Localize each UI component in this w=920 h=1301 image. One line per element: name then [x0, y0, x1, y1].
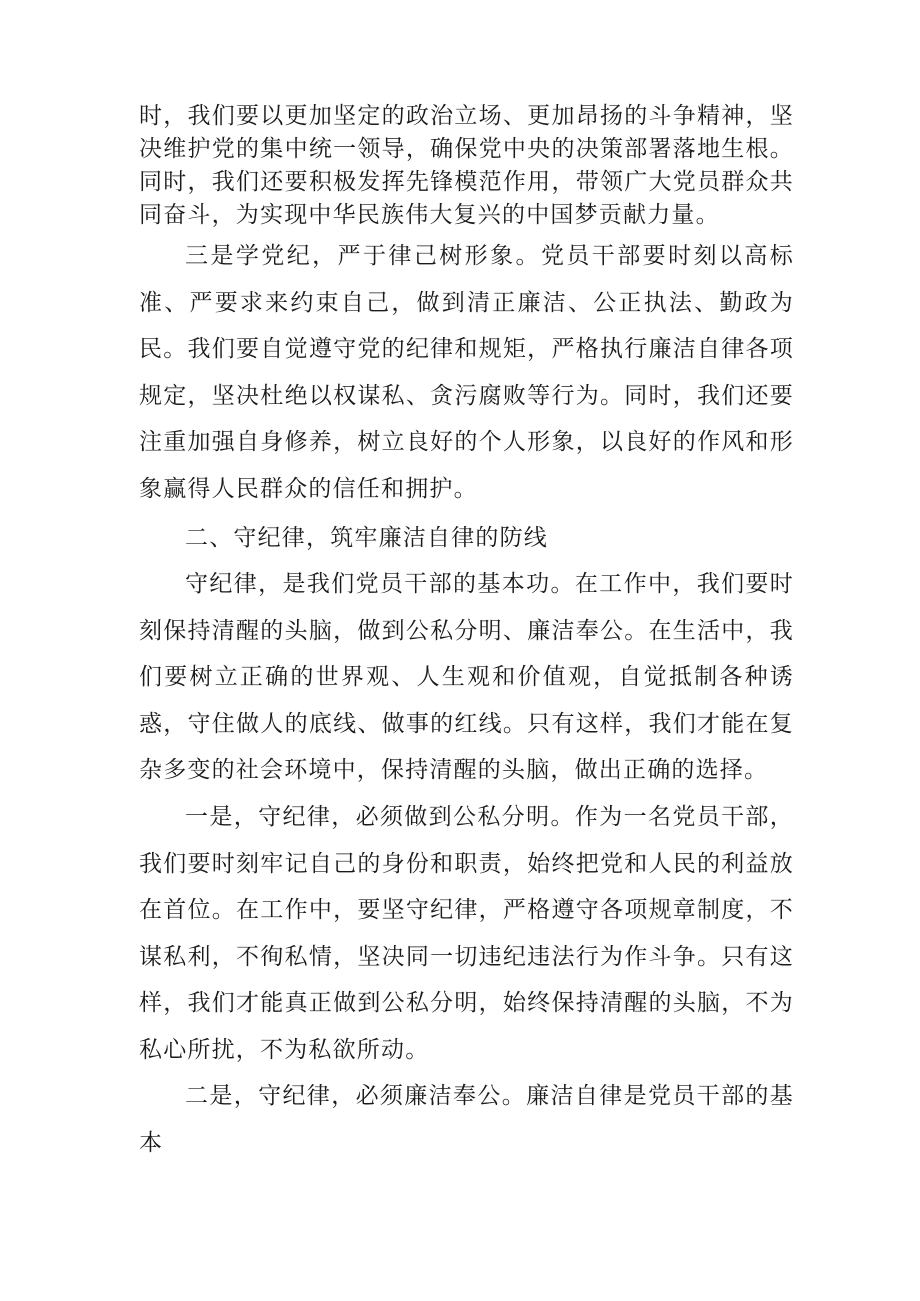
- section-heading-two: 二、守纪律，筑牢廉洁自律的防线: [185, 525, 548, 551]
- paragraph-discipline-intro: 守纪律，是我们党员干部的基本功。在工作中，我们要时刻保持清醒的头脑，做到公私分明、廉洁奉公。在生活中，我们要树立正确的世界观、人生观和价值观，自觉抵制各种诱惑，守住做人的底线、做事的红线。只有这样，我们才能在复杂多变的社会环境中，保持清醒的头脑，做出正确的选择。: [139, 571, 794, 783]
- paragraph-point-one: 一是，守纪律，必须做到公私分明。作为一名党员干部，我们要时刻牢记自己的身份和职责，始终把党和人民的利益放在首位。在工作中，要坚守纪律，严格遵守各项规章制度，不谋私利，不徇私情，坚决同一切违纪违法行为作斗争。只有这样，我们才能真正做到公私分明，始终保持清醒的头脑，不为私心所扰，不为私欲所动。: [139, 804, 794, 1063]
- paragraph-continuation: 时，我们要以更加坚定的政治立场、更加昂扬的斗争精神，坚决维护党的集中统一领导，确保党中央的决策部署落地生根。同时，我们还要积极发挥先锋模范作用，带领广大党员群众共同奋斗，为实现中华民族伟大复兴的中国梦贡献力量。: [139, 103, 794, 228]
- paragraph-point-three: 三是学党纪，严于律己树形象。党员干部要时刻以高标准、严要求来约束自己，做到清正廉洁、公正执法、勤政为民。我们要自觉遵守党的纪律和规矩，严格执行廉洁自律各项规定，坚决杜绝以权谋私、贪污腐败等行为。同时，我们还要注重加强自身修养，树立良好的个人形象，以良好的作风和形象赢得人民群众的信任和拥护。: [139, 243, 794, 502]
- paragraph-point-two: 二是，守纪律，必须廉洁奉公。廉洁自律是党员干部的基本: [139, 1083, 794, 1156]
